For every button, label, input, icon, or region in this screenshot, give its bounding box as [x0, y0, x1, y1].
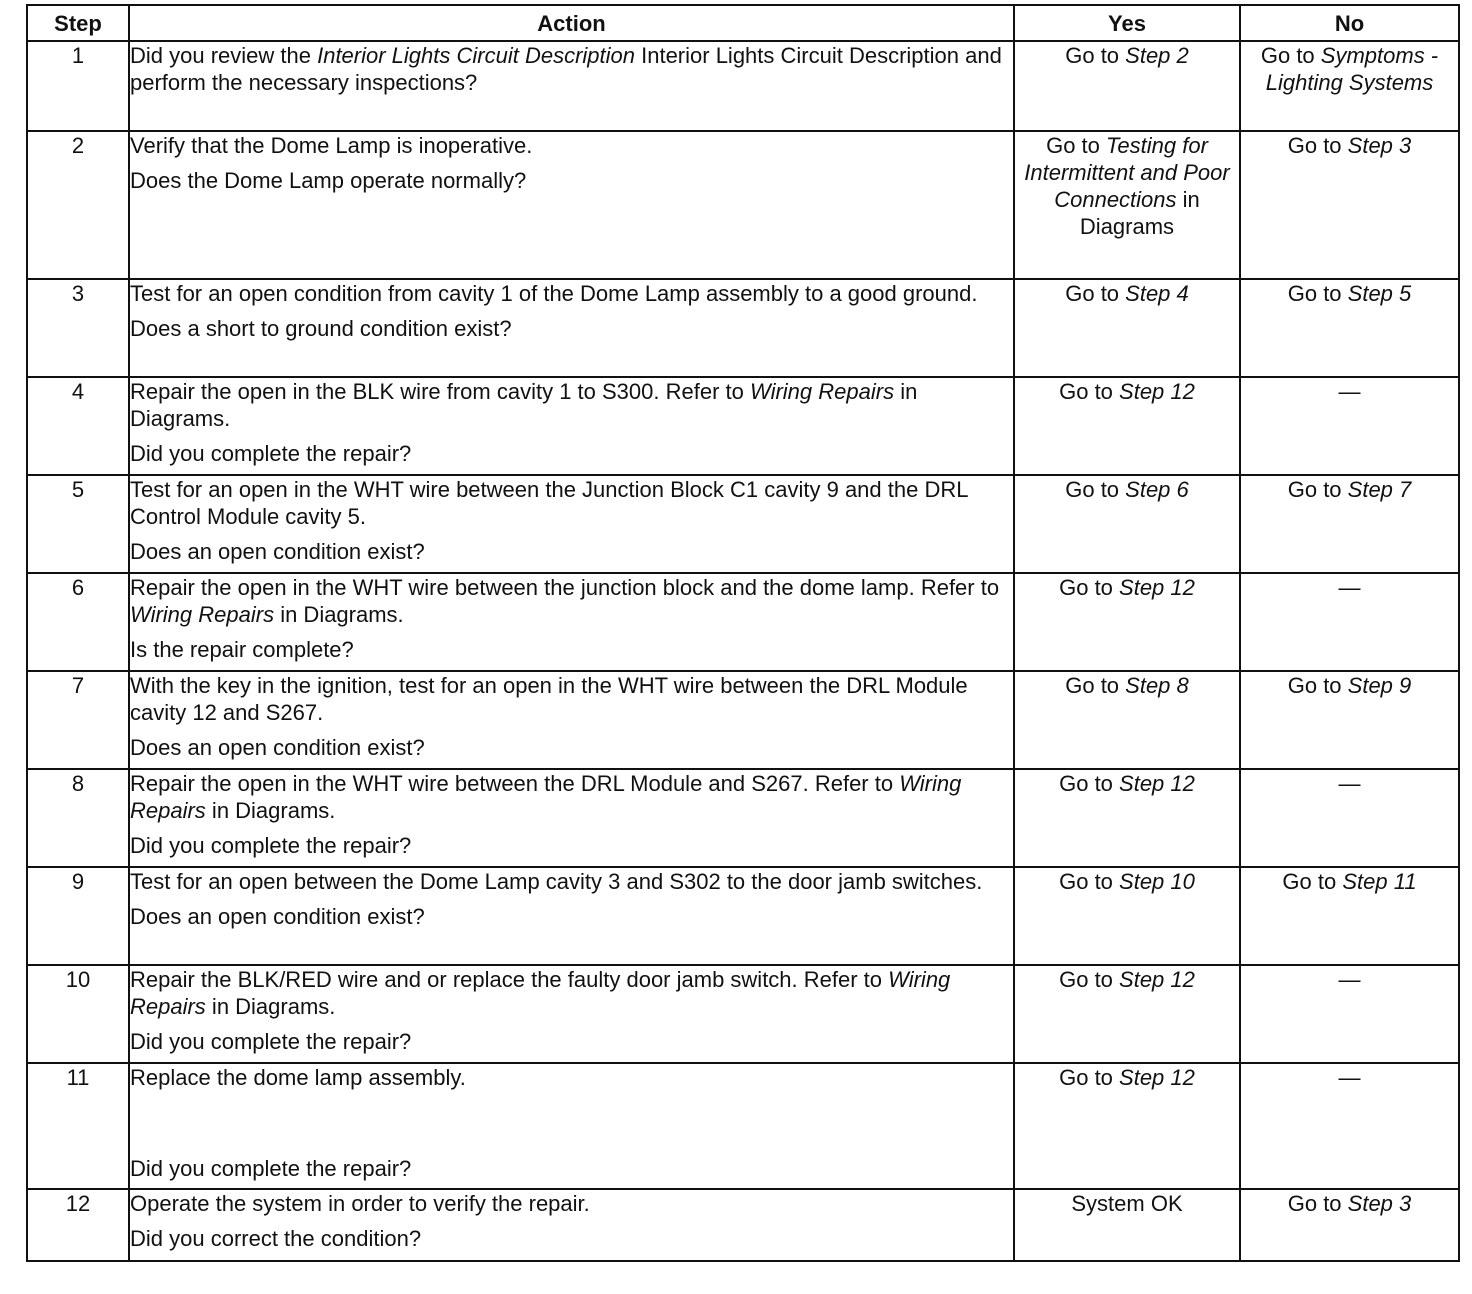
action-text: Operate the system in order to verify the repair. — [130, 1191, 590, 1216]
yes-cell: Go to Step 12 — [1014, 769, 1240, 867]
step-number: 3 — [27, 279, 129, 377]
action-question: Is the repair complete? — [130, 637, 354, 662]
step-number: 2 — [27, 131, 129, 279]
step-number: 6 — [27, 573, 129, 671]
header-no: No — [1240, 5, 1459, 41]
no-cell: Go to Step 3 — [1240, 131, 1459, 279]
yes-cell: Go to Step 12 — [1014, 377, 1240, 475]
step-number: 8 — [27, 769, 129, 867]
action-text: Repair the open in the WHT wire between the DRL Module and S267. Refer to Wiring Repairs in Diagrams. — [130, 771, 962, 823]
yes-cell: System OK — [1014, 1189, 1240, 1261]
action-cell — [129, 1189, 1014, 1261]
action-question: Does a short to ground condition exist? — [130, 316, 512, 341]
table-row — [27, 1189, 1459, 1261]
action-text: Replace the dome lamp assembly. — [130, 1065, 466, 1090]
no-cell: — — [1240, 769, 1459, 867]
table-row — [27, 573, 1459, 671]
no-cell: Go to Step 5 — [1240, 279, 1459, 377]
step-number: 1 — [27, 41, 129, 131]
no-cell: Go to Step 7 — [1240, 475, 1459, 573]
yes-cell: Go to Step 4 — [1014, 279, 1240, 377]
diagnostic-table — [26, 4, 1460, 1262]
action-cell — [129, 41, 1014, 131]
yes-cell: Go to Testing for Intermittent and Poor Connections in Diagrams — [1014, 131, 1240, 279]
step-number: 10 — [27, 965, 129, 1063]
header-yes: Yes — [1014, 5, 1240, 41]
no-cell: — — [1240, 377, 1459, 475]
yes-cell: Go to Step 12 — [1014, 1063, 1240, 1189]
action-text: Repair the open in the WHT wire between the junction block and the dome lamp. Refer to Wiring Repairs in Diagrams. — [130, 575, 1000, 627]
no-cell: Go to Step 9 — [1240, 671, 1459, 769]
table-row — [27, 475, 1459, 573]
action-text: Verify that the Dome Lamp is inoperative. — [130, 133, 533, 158]
no-cell: Go to Symptoms - Lighting Systems — [1240, 41, 1459, 131]
action-cell — [129, 377, 1014, 475]
action-question: Did you complete the repair? — [130, 833, 412, 858]
action-text: Repair the open in the BLK wire from cavity 1 to S300. Refer to Wiring Repairs in Diagrams. — [130, 379, 918, 431]
table-row — [27, 965, 1459, 1063]
step-number: 9 — [27, 867, 129, 965]
action-cell — [129, 279, 1014, 377]
table-row — [27, 867, 1459, 965]
step-number: 4 — [27, 377, 129, 475]
yes-cell: Go to Step 12 — [1014, 965, 1240, 1063]
action-text: Repair the BLK/RED wire and or replace the faulty door jamb switch. Refer to Wiring Repairs in Diagrams. — [130, 967, 951, 1019]
header-row — [27, 5, 1459, 41]
no-cell: Go to Step 3 — [1240, 1189, 1459, 1261]
action-question: Did you complete the repair? — [130, 1029, 412, 1054]
table-row — [27, 769, 1459, 867]
action-cell — [129, 131, 1014, 279]
action-cell — [129, 867, 1014, 965]
no-cell: Go to Step 11 — [1240, 867, 1459, 965]
action-question: Did you complete the repair? — [130, 441, 412, 466]
action-text: Test for an open between the Dome Lamp cavity 3 and S302 to the door jamb switches. — [130, 869, 983, 894]
action-cell — [129, 965, 1014, 1063]
yes-cell: Go to Step 12 — [1014, 573, 1240, 671]
table-row — [27, 377, 1459, 475]
step-number: 5 — [27, 475, 129, 573]
step-number: 12 — [27, 1189, 129, 1261]
header-step: Step — [27, 5, 129, 41]
action-question: Does an open condition exist? — [130, 735, 425, 760]
table-row — [27, 41, 1459, 131]
table-row — [27, 1063, 1459, 1189]
table-row — [27, 279, 1459, 377]
yes-cell: Go to Step 8 — [1014, 671, 1240, 769]
action-cell — [129, 769, 1014, 867]
yes-cell: Go to Step 2 — [1014, 41, 1240, 131]
table-row — [27, 131, 1459, 279]
action-text: Did you review the Interior Lights Circuit Description Interior Lights Circuit Description and perform the necessary inspections? — [130, 43, 1002, 95]
action-cell — [129, 573, 1014, 671]
action-cell — [129, 1063, 1014, 1189]
action-text: With the key in the ignition, test for an open in the WHT wire between the DRL Module cavity 12 and S267. — [130, 673, 968, 725]
yes-cell: Go to Step 10 — [1014, 867, 1240, 965]
action-cell — [129, 475, 1014, 573]
action-text: Test for an open in the WHT wire between the Junction Block C1 cavity 9 and the DRL Control Module cavity 5. — [130, 477, 968, 529]
action-question: Did you complete the repair? — [130, 1156, 412, 1181]
action-cell — [129, 671, 1014, 769]
step-number: 7 — [27, 671, 129, 769]
action-question: Does an open condition exist? — [130, 904, 425, 929]
action-text: Test for an open condition from cavity 1 of the Dome Lamp assembly to a good ground. — [130, 281, 978, 306]
yes-cell: Go to Step 6 — [1014, 475, 1240, 573]
table-row — [27, 671, 1459, 769]
step-number: 11 — [27, 1063, 129, 1189]
no-cell: — — [1240, 573, 1459, 671]
header-action: Action — [129, 5, 1014, 41]
action-question: Did you correct the condition? — [130, 1226, 422, 1251]
action-question: Does the Dome Lamp operate normally? — [130, 168, 527, 193]
action-question: Does an open condition exist? — [130, 539, 425, 564]
no-cell: — — [1240, 1063, 1459, 1189]
no-cell: — — [1240, 965, 1459, 1063]
